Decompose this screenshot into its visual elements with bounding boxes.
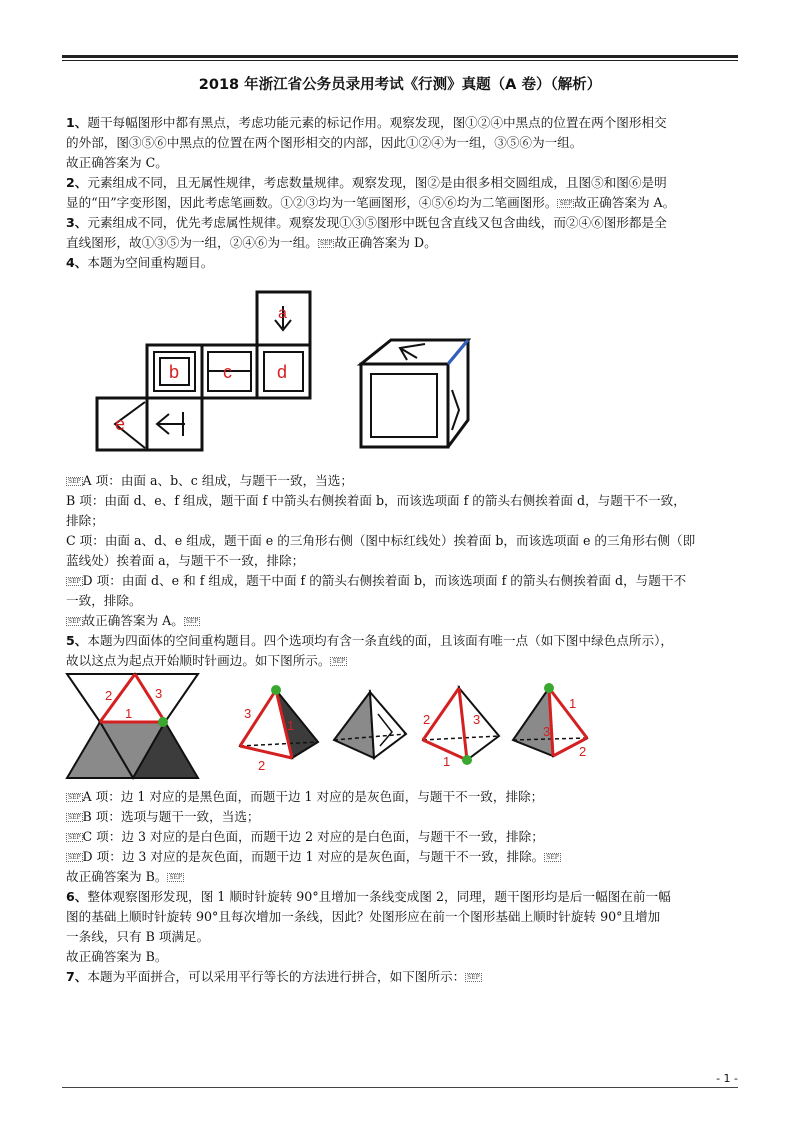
- q3-line2: [66, 233, 746, 253]
- q5-line1: 5、本题为四面体的空间重构题目。四个选项均有含一条直线的面，且该面有唯一点（如下图中绿色点所示），: [66, 633, 673, 648]
- net-edge-label-3: 3: [155, 686, 163, 701]
- q6-line1: 6、整体观察图形发现，图 1 顺时针旋转 90°且增加一条线变成图 2，同理，题干图形均是后一幅图在前一幅: [66, 889, 671, 904]
- page-title: 2018 年浙江省公务员录用考试《行测》真题（A 卷）（解析）: [198, 77, 602, 93]
- sep-mark: SEP: [68, 478, 81, 485]
- q6-line2: 图的基础上顺时针旋转 90°且每次增加一条线，因此？处图形应在前一个图形基础上顺时针旋转 90°且增加: [66, 909, 661, 924]
- tetra-net-figure: [65, 672, 205, 784]
- option-a-label-2: 2: [258, 758, 266, 773]
- sep-mark: SEP: [68, 794, 81, 801]
- net-letter-b: b: [169, 362, 180, 382]
- q2-line1: [66, 173, 746, 193]
- net-letter-c: c: [223, 362, 232, 382]
- sep-mark: SEP: [546, 854, 559, 861]
- option-c-label-2: 2: [423, 712, 431, 727]
- q1-text1: 题干每幅图形中都有黑点，考虑功能元素的标记作用。观察发现，图①②④中黑点的位置在两个图形相交: [87, 115, 667, 130]
- net-letter-a: a: [278, 305, 287, 322]
- net-letter-e: e: [115, 414, 126, 434]
- q3-answer: 故正确答案为 D。: [334, 235, 437, 250]
- sep-mark: SEP: [332, 658, 345, 665]
- q1-answer: 故正确答案为 C。: [66, 155, 168, 170]
- net-edge-label-2: 2: [105, 688, 113, 703]
- q4-option-b2: 排除；: [66, 513, 104, 528]
- q4-option-d2: 一致，排除。: [66, 593, 142, 608]
- q5-option-d: SEP D 项：边 3 对应的是灰色面，而题干边 1 对应的是灰色面，与题干不一致，排除。 SEP: [68, 849, 559, 864]
- option-c-label-3: 3: [473, 712, 481, 727]
- q4-number: 4、: [66, 255, 88, 270]
- option-a-label-1: 1: [287, 718, 295, 733]
- q7-line1: 7、本题为平面拼合，可以采用平行等长的方法进行拼合，如下图所示： SEP: [66, 969, 480, 984]
- header-rule-thick: [62, 55, 738, 58]
- net-letter-d: d: [277, 362, 288, 382]
- q3-line1: [66, 213, 746, 233]
- sep-mark: SEP: [169, 874, 182, 881]
- q5-answer: 故正确答案为 B。 SEP: [66, 869, 182, 884]
- q2-number: 2、: [66, 175, 88, 190]
- q4-option-a: SEP A 项：由面 a、b、c 组成，与题干一致，当选；: [68, 473, 353, 488]
- q4-option-c2: 蓝线处）挨着面 a，与题干不一致，排除；: [66, 553, 305, 568]
- q6-line3: 一条线，只有 B 项满足。: [66, 929, 210, 944]
- header-rule-thin: [62, 60, 738, 61]
- option-d-label-1: 1: [569, 696, 577, 711]
- sep-mark: SEP: [319, 240, 333, 247]
- q6-answer: 故正确答案为 B。: [66, 949, 168, 964]
- q3-number: 3、: [66, 215, 88, 230]
- tetra-option-a: [232, 684, 332, 774]
- q7-number: 7、: [66, 969, 88, 984]
- sep-mark: SEP: [68, 834, 81, 841]
- sep-mark: SEP: [68, 854, 81, 861]
- tetra-option-c: [415, 684, 515, 774]
- q5-number: 5、: [66, 633, 88, 648]
- q4-text1: 本题为空间重构题目。: [87, 255, 214, 270]
- cube-net-figure: [95, 290, 325, 460]
- q3-text2a: 直线图形，故①③⑤为一组，②④⑥为一组。: [66, 235, 318, 250]
- q5-option-c: SEP C 项：边 3 对应的是白色面，而题干边 2 对应的是白色面，与题干不一致，排除；: [68, 829, 544, 844]
- q1-number: 1、: [66, 115, 88, 130]
- sep-mark: SEP: [68, 578, 81, 585]
- tetra-option-b: [330, 688, 410, 768]
- option-c-label-1: 1: [443, 754, 451, 769]
- page-number: - 1 -: [716, 1072, 738, 1085]
- option-a-label-3: 3: [244, 706, 252, 721]
- net-edge-label-1: 1: [125, 706, 133, 721]
- q4-option-d1: SEP D 项：由面 d、e 和 f 组成，题干中面 f 的箭头右侧挨着面 b，而该选项面 f 的箭头右侧挨着面 d，与题干不: [68, 573, 687, 588]
- q2-line2: [66, 193, 746, 213]
- q2-text1: 元素组成不同，且无属性规律，考虑数量规律。观察发现，图②是由很多相交圆组成，且图⑤和图⑥是明: [87, 175, 667, 190]
- q5-line2: 故以这点为起点开始顺时针画边。如下图所示。 SEP: [66, 653, 345, 668]
- q2-text2a: 显的“田”字变形图，因此考虑笔画数。①②③均为一笔画图形，④⑤⑥均为二笔画图形。: [66, 195, 558, 210]
- q3-text1: 元素组成不同，优先考虑属性规律。观察发现①③⑤图形中既包含直线又包含曲线，而②④⑥图形都是全: [87, 215, 667, 230]
- q1-line2: 的外部，图③⑤⑥中黑点的位置在两个图形相交的内部，因此①②④为一组，③⑤⑥为一组。: [66, 135, 583, 150]
- q4-answer: SEP 故正确答案为 A。 SEP: [68, 613, 199, 628]
- q4-line1: [66, 253, 746, 273]
- option-d-label-3: 3: [543, 724, 551, 739]
- q2-answer: 故正确答案为 A。: [573, 195, 676, 210]
- q1-line1: [66, 113, 746, 133]
- q5-option-b: SEP B 项：选项与题干一致，当选；: [68, 809, 260, 824]
- option-d-label-2: 2: [579, 744, 587, 759]
- sep-mark: SEP: [68, 814, 81, 821]
- q4-option-b1: B 项：由面 d、e、f 组成，题干面 f 中箭头右侧挨着面 b，而该选项面 f 的箭头右侧挨着面 d，与题干不一致，: [66, 493, 686, 508]
- sep-mark: SEP: [185, 618, 199, 625]
- sep-mark: SEP: [467, 974, 480, 981]
- cube-option-figure: [355, 330, 475, 450]
- tetra-option-d: [507, 684, 607, 774]
- sep-mark: SEP: [68, 618, 81, 625]
- sep-mark: SEP: [559, 200, 572, 207]
- q4-option-c1: C 项：由面 a、d、e 组成，题干面 e 的三角形右侧（图中标红线处）挨着面 b，而该选项面 e 的三角形右侧（即: [66, 533, 696, 548]
- q5-option-a: SEP A 项：边 1 对应的是黑色面，而题干边 1 对应的是灰色面，与题干不一致，排除；: [68, 789, 544, 804]
- footer-rule: [62, 1087, 738, 1088]
- q6-number: 6、: [66, 889, 88, 904]
